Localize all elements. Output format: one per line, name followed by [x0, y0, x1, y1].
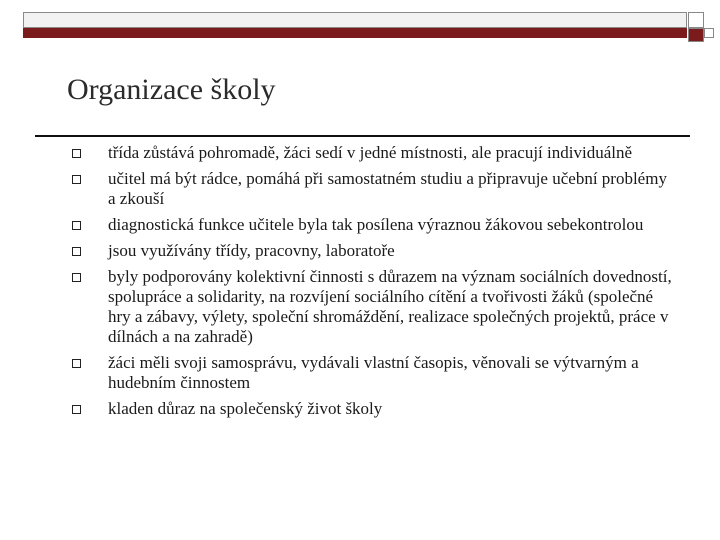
title-divider — [35, 135, 690, 137]
square-bullet-icon — [72, 273, 81, 282]
corner-square-small — [704, 28, 714, 38]
list-item — [72, 143, 672, 163]
list-item — [72, 353, 672, 393]
corner-square-white — [688, 12, 704, 28]
square-bullet-icon — [72, 221, 81, 230]
square-bullet-icon — [72, 175, 81, 184]
list-item — [72, 267, 672, 347]
list-item — [72, 399, 672, 419]
list-item-text: učitel má být rádce, pomáhá při samostatném studiu a připravuje učební problémy a zkouší — [108, 169, 667, 208]
square-bullet-icon — [72, 149, 81, 158]
square-bullet-icon — [72, 405, 81, 414]
square-bullet-icon — [72, 359, 81, 368]
list-item — [72, 169, 672, 209]
slide-title: Organizace školy — [67, 73, 276, 106]
list-item-text: kladen důraz na společenský život školy — [108, 399, 383, 418]
list-item-text: jsou využívány třídy, pracovny, laboratoře — [108, 241, 395, 260]
bullet-list — [72, 143, 672, 419]
square-bullet-icon — [72, 247, 81, 256]
list-item — [72, 215, 672, 235]
list-item-text: žáci měli svoji samosprávu, vydávali vlastní časopis, věnovali se výtvarným a hudebním činnostem — [108, 353, 639, 392]
corner-square-dark — [688, 28, 704, 42]
list-item-text: třída zůstává pohromadě, žáci sedí v jedné místnosti, ale pracují individuálně — [108, 143, 633, 162]
header-accent-stripe — [23, 28, 687, 38]
list-item-text: diagnostická funkce učitele byla tak posílena výraznou žákovou sebekontrolou — [108, 215, 644, 234]
list-item-text: byly podporovány kolektivní činnosti s důrazem na význam sociálních dovedností, spolupráce a solidarity, na rozvíjení sociálního cítění a tvořivosti žáků (společné hry a zábavy, výlety, společní shromáždění, realizace společných projektů, práce v dílnách a na zahradě) — [108, 267, 672, 346]
header-bar — [23, 12, 687, 28]
list-item — [72, 241, 672, 261]
